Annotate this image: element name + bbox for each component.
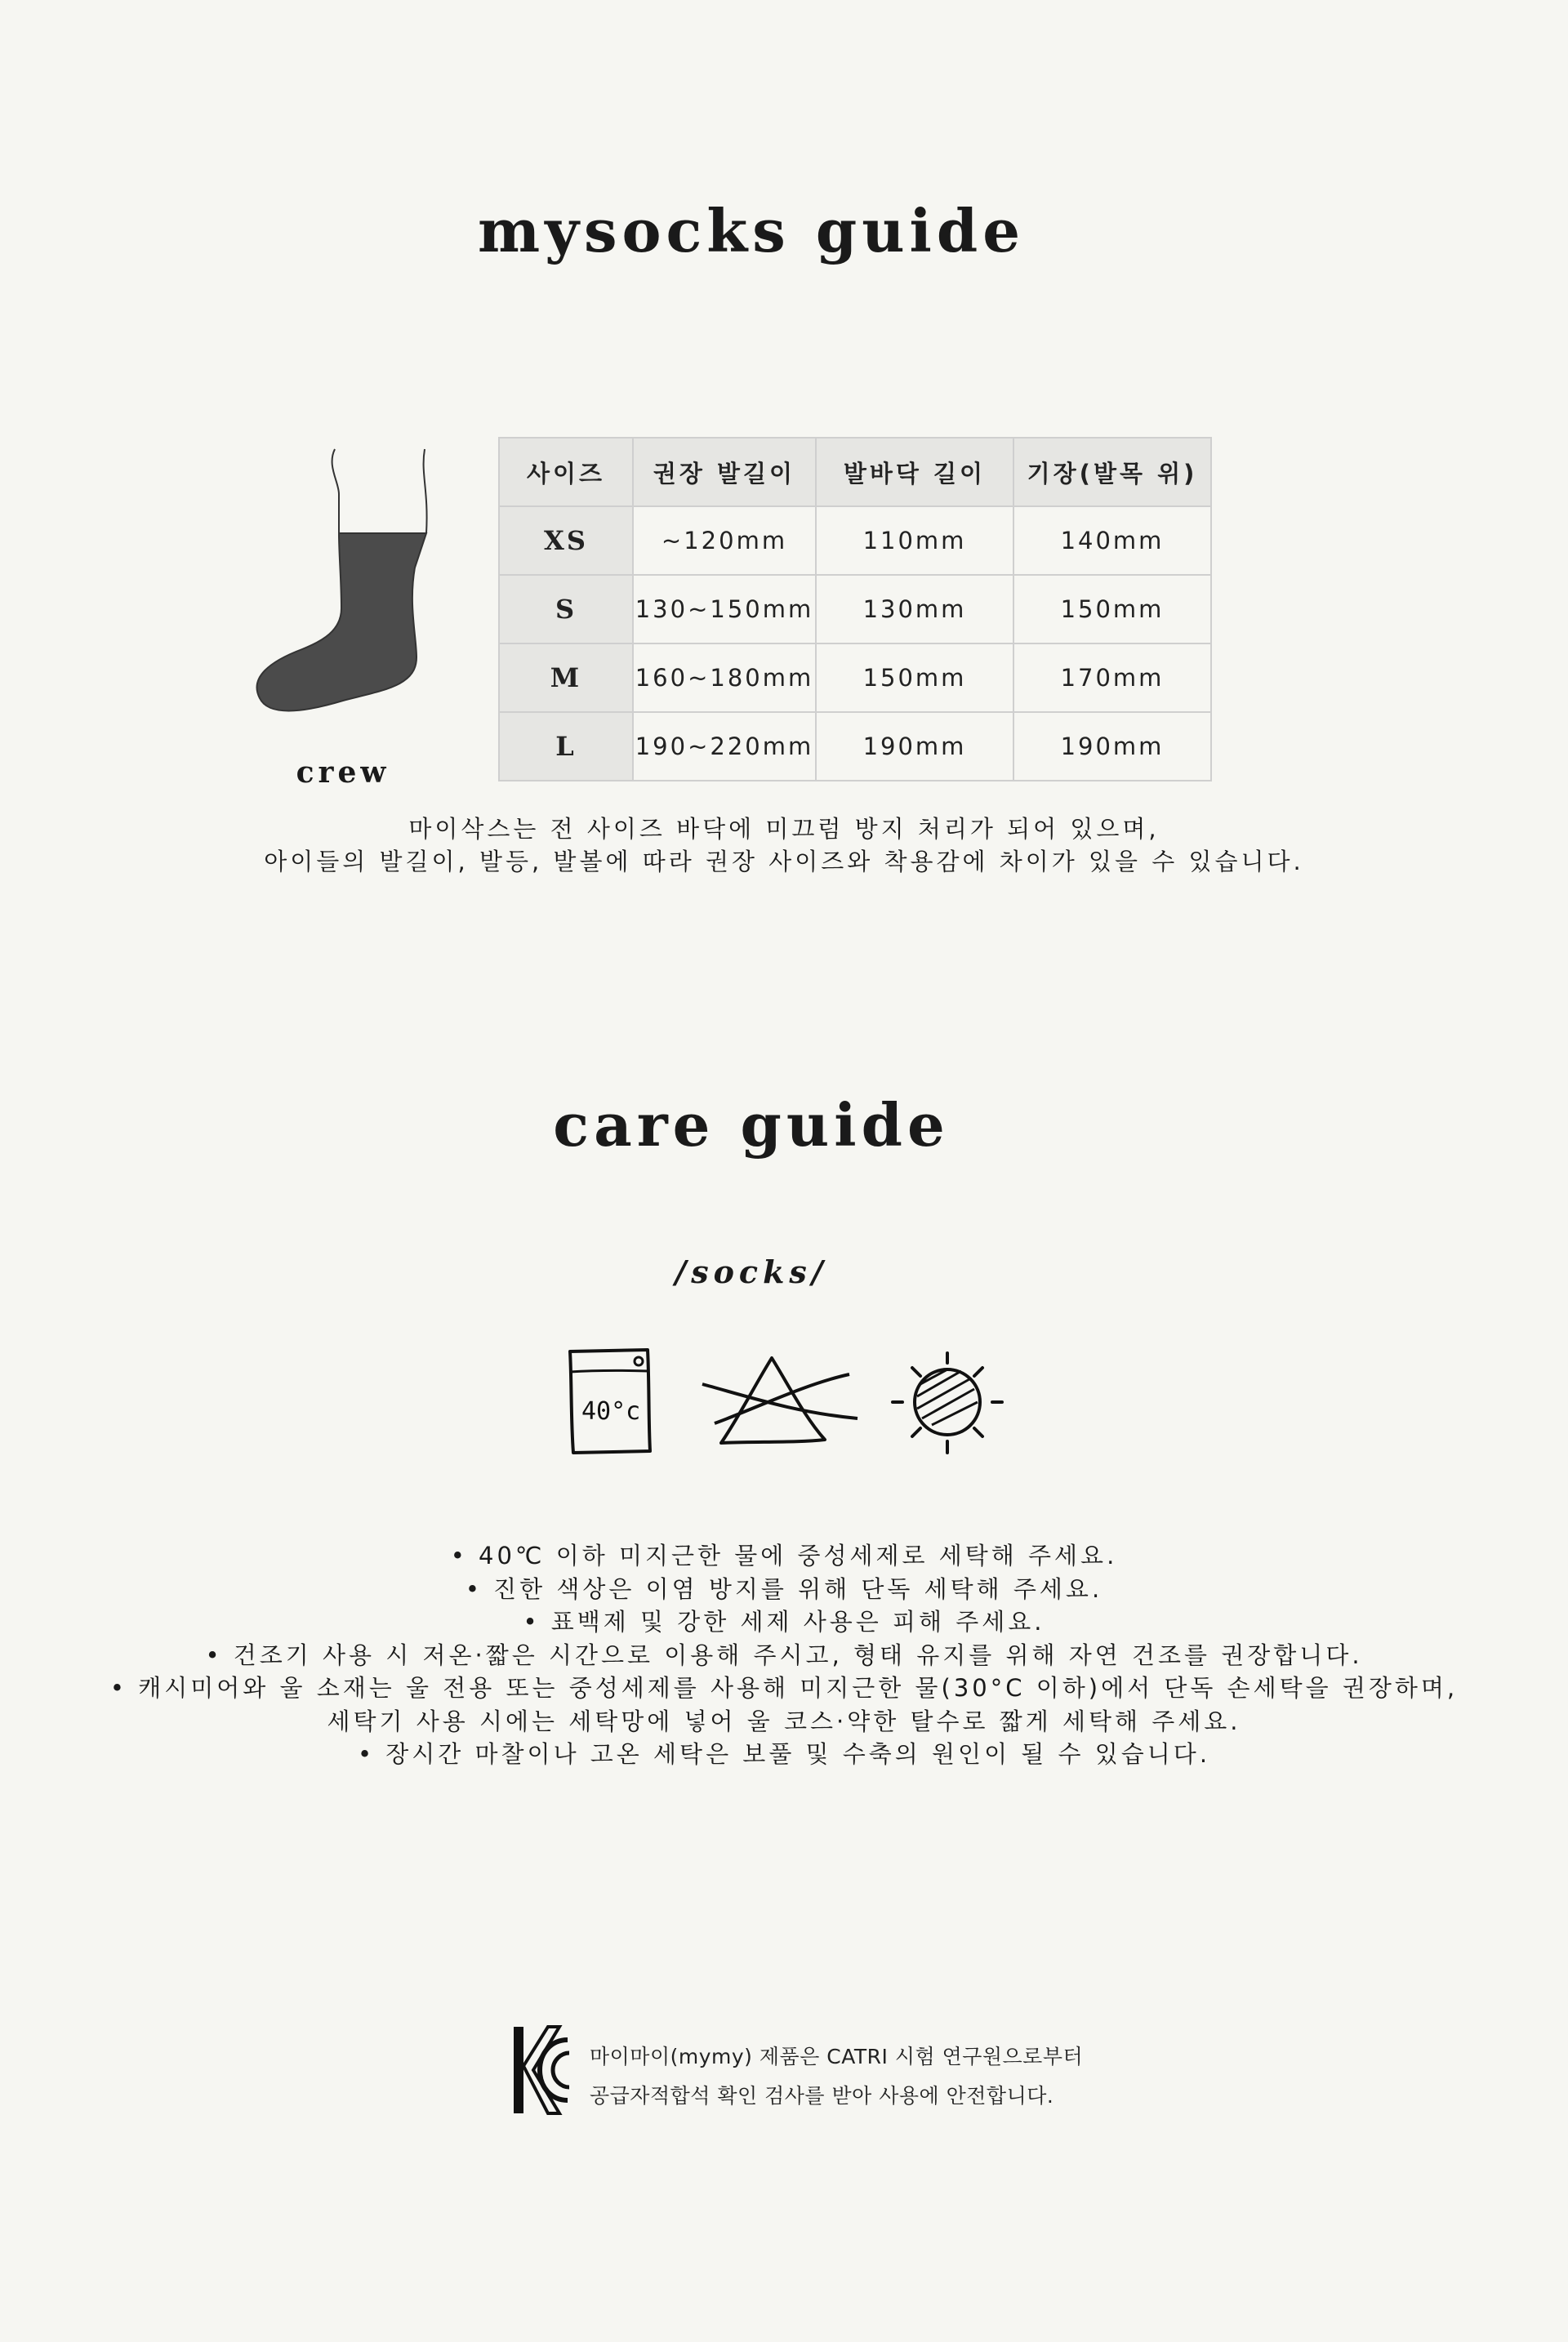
kc-mark-icon xyxy=(510,2024,572,2117)
table-header-row xyxy=(499,438,1211,506)
table-cell: 110mm xyxy=(816,506,1013,575)
size-cell: S xyxy=(499,575,633,643)
wash-40c-icon xyxy=(564,1347,662,1462)
care-instruction-line: 세탁기 사용 시에는 세탁망에 넣어 울 코스·약한 탈수로 짧게 세탁해 주세요. xyxy=(327,1707,1241,1735)
size-cell: L xyxy=(499,712,633,781)
care-instruction-line: • 표백제 및 강한 세제 사용은 피해 주세요. xyxy=(523,1608,1045,1636)
column-header: 사이즈 xyxy=(499,438,633,506)
table-cell: ~120mm xyxy=(633,506,816,575)
care-instructions xyxy=(0,1539,1568,1771)
care-instruction-line: • 건조기 사용 시 저온·짧은 시간으로 이용해 주시고, 형태 유지를 위해 자연 건조를 권장합니다. xyxy=(205,1641,1363,1669)
table-cell: 150mm xyxy=(816,643,1013,712)
table-row xyxy=(499,575,1211,643)
crew-sock-icon xyxy=(245,441,441,727)
care-instruction-line: • 장시간 마찰이나 고온 세탁은 보풀 및 수축의 원인이 될 수 있습니다. xyxy=(357,1740,1211,1768)
care-guide-title: care guide xyxy=(553,1090,950,1160)
column-header: 발바닥 길이 xyxy=(816,438,1013,506)
table-cell: 130mm xyxy=(816,575,1013,643)
table-cell: 190mm xyxy=(1013,712,1211,781)
size-note xyxy=(0,813,1568,878)
care-guide-subtitle: /socks/ xyxy=(675,1253,828,1290)
column-header: 권장 발길이 xyxy=(633,438,816,506)
table-cell: 190mm xyxy=(816,712,1013,781)
no-direct-sun-icon xyxy=(886,1351,1009,1458)
table-cell: 140mm xyxy=(1013,506,1211,575)
certification-line: 마이마이(mymy) 제품은 CATRI 시험 연구원으로부터 xyxy=(590,2045,1084,2068)
care-instruction-line: • 40℃ 이하 미지근한 물에 중성세제로 세탁해 주세요. xyxy=(450,1542,1118,1569)
size-cell: M xyxy=(499,643,633,712)
table-cell: 170mm xyxy=(1013,643,1211,712)
table-cell: 190~220mm xyxy=(633,712,816,781)
size-cell: XS xyxy=(499,506,633,575)
size-table xyxy=(498,437,1212,781)
sock-type-label: crew xyxy=(296,755,390,790)
size-note-line: 아이들의 발길이, 발등, 발볼에 따라 권장 사이즈와 착용감에 차이가 있을 수 있습니다. xyxy=(264,848,1304,875)
column-header: 기장(발목 위) xyxy=(1013,438,1211,506)
table-row xyxy=(499,712,1211,781)
care-instruction-line: • 진한 색상은 이염 방지를 위해 단독 세탁해 주세요. xyxy=(465,1574,1103,1603)
table-row xyxy=(499,643,1211,712)
certification-text xyxy=(590,2037,1083,2116)
certification-line: 공급자적합석 확인 검사를 받아 사용에 안전합니다. xyxy=(590,2084,1054,2108)
size-note-line: 마이삭스는 전 사이즈 바닥에 미끄럼 방지 처리가 되어 있으며, xyxy=(408,815,1160,843)
table-cell: 150mm xyxy=(1013,575,1211,643)
table-cell: 160~180mm xyxy=(633,643,816,712)
size-guide-title: mysocks guide xyxy=(477,196,1026,265)
table-cell: 130~150mm xyxy=(633,575,816,643)
wash-temp-label: 40°c xyxy=(581,1397,641,1426)
table-row xyxy=(499,506,1211,575)
care-instruction-line: • 캐시미어와 울 소재는 울 전용 또는 중성세제를 사용해 미지근한 물(30°C 이하)에서 단독 손세탁을 권장하며, xyxy=(109,1674,1459,1702)
no-bleach-icon xyxy=(698,1351,862,1449)
